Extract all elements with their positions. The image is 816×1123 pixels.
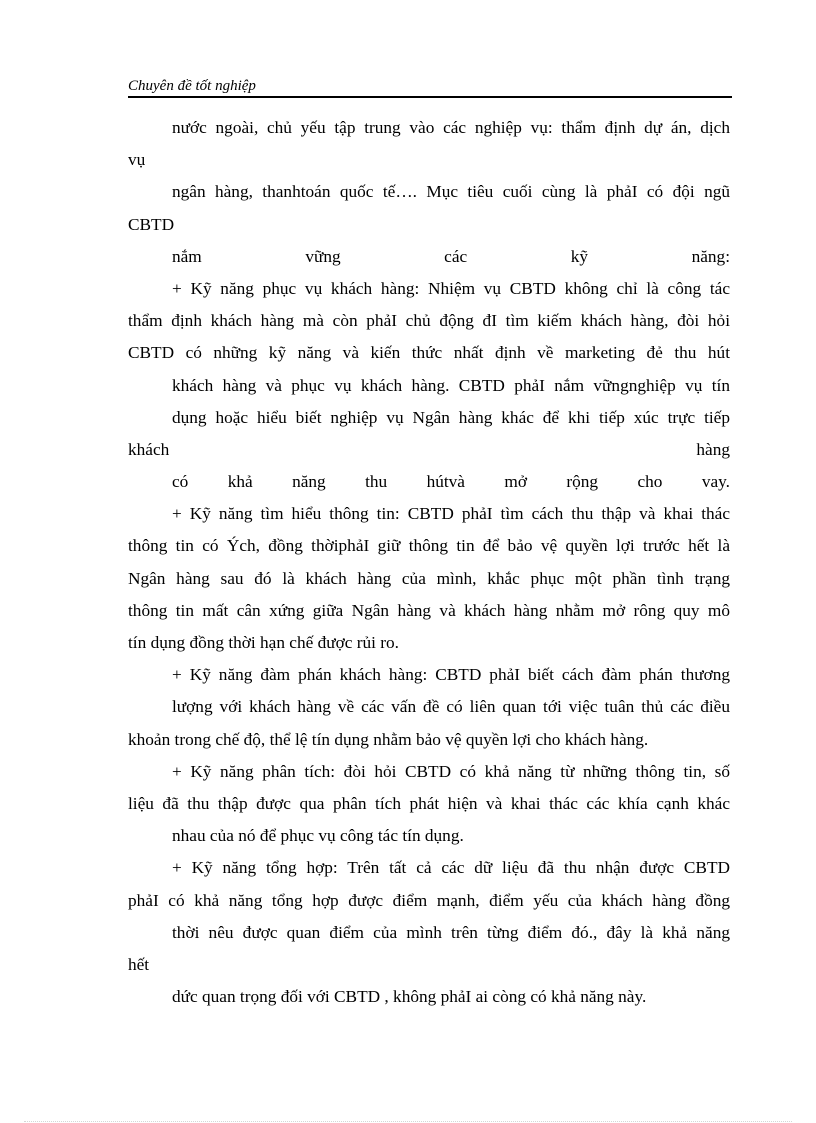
body-text xyxy=(128,112,730,1013)
text-line: + Kỹ năng phân tích: đòi hỏi CBTD có khả năng từ những thông tin, số xyxy=(172,761,730,781)
text-line: khoản trong chế độ, thể lệ tín dụng nhằm bảo vệ quyền lợi cho khách hàng. xyxy=(128,729,649,749)
text-line: + Kỹ năng tổng hợp: Trên tất cả các dữ liệu đã thu nhận được CBTD xyxy=(172,858,730,878)
text-line: phảI có khả năng tổng hợp được điểm mạnh, điểm yếu của khách hàng đồng xyxy=(128,890,730,910)
text-line: tín dụng đồng thời hạn chế được rủi ro. xyxy=(128,633,399,652)
text-line: nhau của nó để phục vụ công tác tín dụng. xyxy=(172,826,464,846)
text-line: dức quan trọng đối với CBTD , không phảI ai còng có khả năng này. xyxy=(172,987,647,1007)
text-line: dụng hoặc hiểu biết nghiệp vụ Ngân hàng khác để khi tiếp xúc trực tiếp xyxy=(172,407,730,427)
text-line: nắm vững các kỹ năng: xyxy=(172,246,730,266)
text-line: + Kỹ năng tìm hiểu thông tin: CBTD phảI tìm cách thu thập và khai thác xyxy=(172,504,730,524)
text-line: thông tin có Ých, đồng thờiphảI giữ thông tin để bảo vệ quyền lợi trước hết là xyxy=(128,536,730,556)
text-line: hết xyxy=(128,954,150,974)
text-line: + Kỹ năng đàm phán khách hàng: CBTD phảI biết cách đàm phán thương xyxy=(172,665,730,685)
page-header xyxy=(128,76,732,98)
text-line: liệu đã thu thập được qua phân tích phát hiện và khai thác các khía cạnh khác xyxy=(128,793,730,813)
text-line: CBTD có những kỹ năng và kiến thức nhất định về marketing đẻ thu hút xyxy=(128,343,730,363)
text-line: nước ngoài, chủ yếu tập trung vào các nghiệp vụ: thẩm định dự án, dịch xyxy=(172,118,730,137)
text-line: lượng với khách hàng về các vấn đề có liên quan tới việc tuân thủ các điều xyxy=(172,697,730,717)
text-line: khách hàng và phục vụ khách hàng. CBTD phảI nắm vữngnghiệp vụ tín xyxy=(172,375,730,395)
text-line: thẩm định khách hàng mà còn phảI chủ động đI tìm kiếm khách hàng, đòi hỏi xyxy=(128,311,730,331)
text-line: có khả năng thu hútvà mở rộng cho vay. xyxy=(172,472,730,492)
text-line: + Kỹ năng phục vụ khách hàng: Nhiệm vụ CBTD không chỉ là công tác xyxy=(172,278,730,298)
text-line: Ngân hàng sau đó là khách hàng của mình, khắc phục một phần tình trạng xyxy=(128,568,730,588)
header-title: Chuyên đề tốt nghiệp xyxy=(128,78,256,94)
footer-divider xyxy=(24,1121,792,1122)
text-line: thời nêu được quan điểm của mình trên từng điểm đó., đây là khả năng xyxy=(172,922,730,942)
text-line: ngân hàng, thanhtoán quốc tế…. Mục tiêu cuối cùng là phảI có đội ngũ xyxy=(172,182,730,202)
text-line: thông tin mất cân xứng giữa Ngân hàng và khách hàng nhằm mở rông quy mô xyxy=(128,600,730,620)
text-line: vụ xyxy=(128,150,146,170)
text-line: khách hàng xyxy=(128,439,730,459)
text-line: CBTD xyxy=(128,214,175,234)
